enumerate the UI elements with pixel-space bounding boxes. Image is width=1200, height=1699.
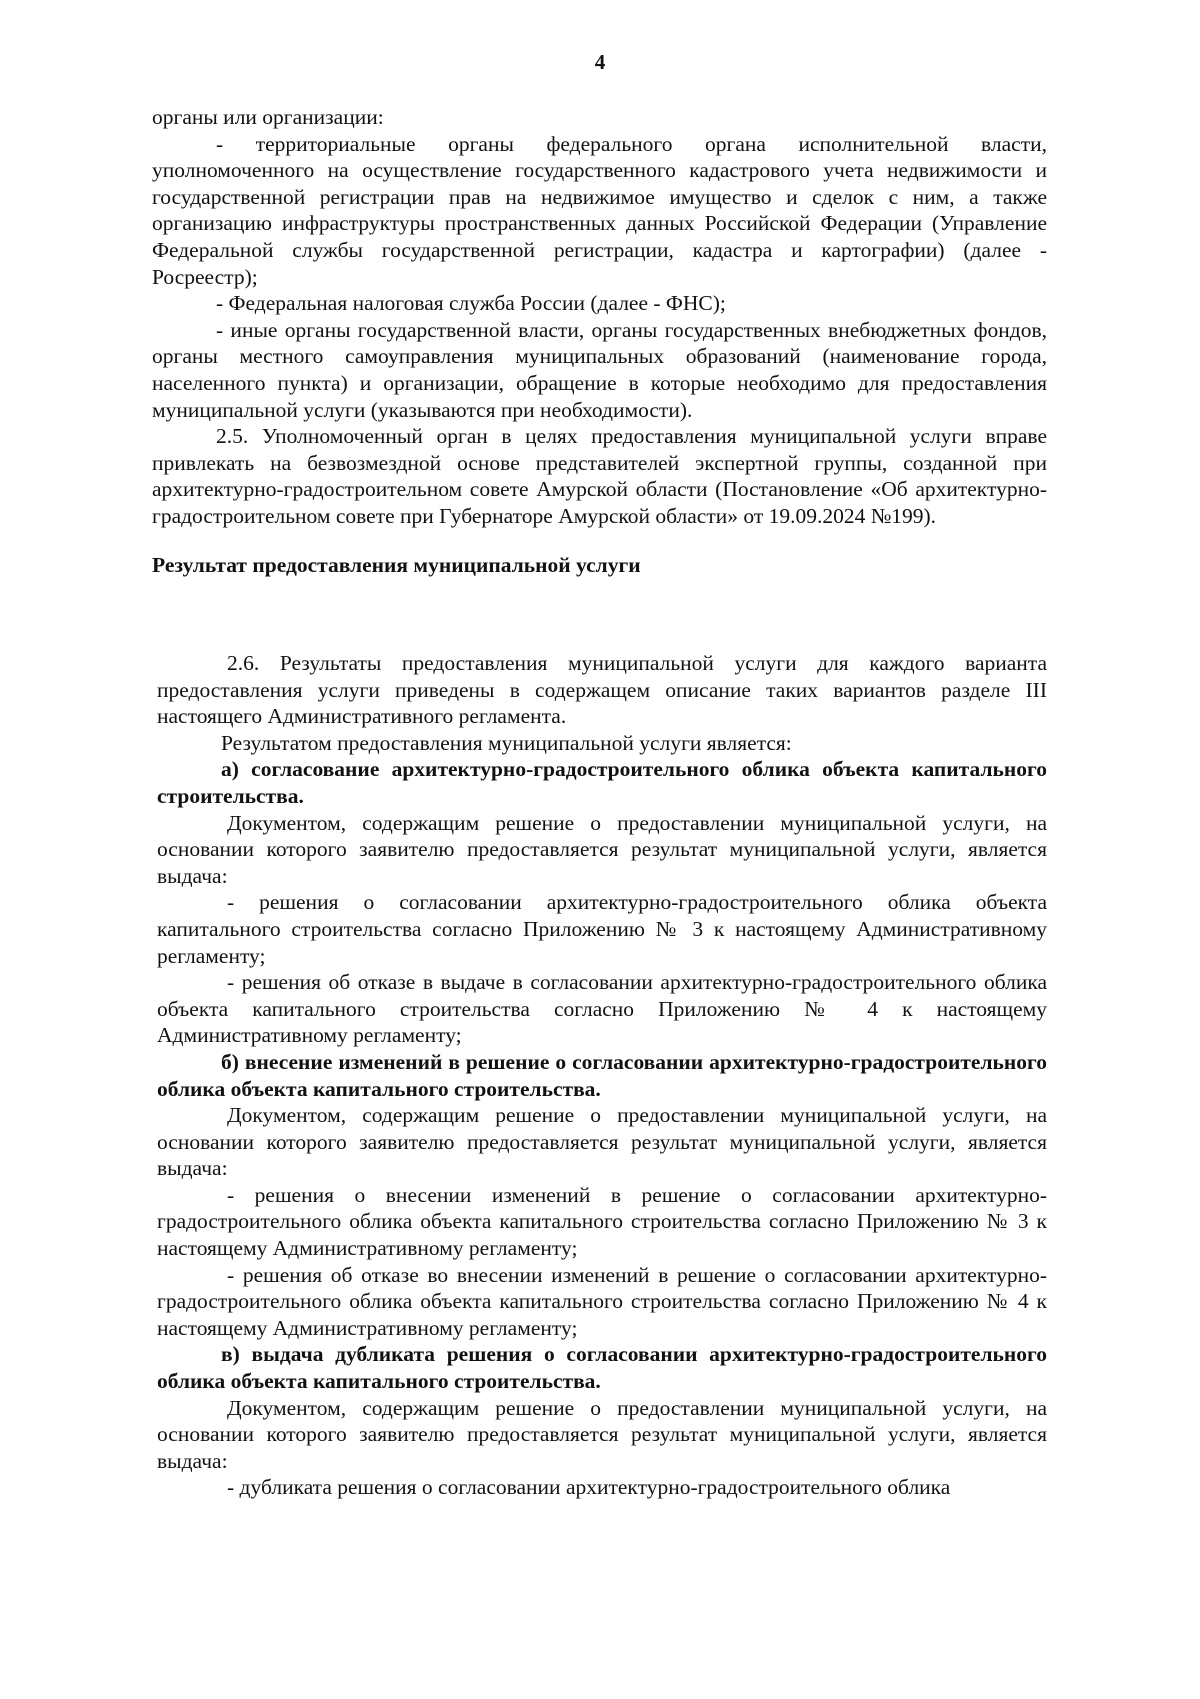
organ-item-other: - иные органы государственной власти, органы государственных внебюджетных фондов, органы местного самоуправления муниципальных образований (наименование города, населенного пункта) и организации, обращение в которые необходимо для предоставления муниципальной услуги (указываются при необходимости). bbox=[152, 317, 1047, 422]
option-b-title: б) внесение изменений в решение о согласовании архитектурно-градостроительного облика объекта капитального строительства. bbox=[157, 1049, 1047, 1101]
option-a-title: а) согласование архитектурно-градостроительного облика объекта капитального строительства. bbox=[157, 757, 1047, 808]
organ-item-rosreestr: - территориальные органы федерального органа исполнительной власти, уполномоченного на осуществление государственного кадастрового учета недвижимости и государственной регистрации прав на недвижимое имущество и сделок с ним, а также организацию инфраструктуры пространственных данных Российской Федерации (Управление Федеральной службы государственной регистрации, кадастра и картографии) (далее - Росреестр); bbox=[152, 131, 1047, 289]
organ-item-fns: - Федеральная налоговая служба России (далее - ФНС); bbox=[216, 291, 726, 316]
section-heading-result: Результат предоставления муниципальной услуги bbox=[152, 552, 641, 577]
option-a-document-text: Документом, содержащим решение о предоставлении муниципальной услуги, на основании которого заявителю предоставляется результат муниципальной услуги, является выдача: bbox=[157, 810, 1047, 888]
option-b-item-change: - решения о внесении изменений в решение о согласовании архитектурно-градостроительного облика объекта капитального строительства согласно Приложению № 3 к настоящему Административному регламенту; bbox=[157, 1182, 1047, 1261]
page-number: 4 bbox=[594, 50, 606, 74]
option-c-item-duplicate: - дубликата решения о согласовании архитектурно-градостроительного облика bbox=[227, 1475, 951, 1500]
option-a-item-approval: - решения о согласовании архитектурно-градостроительного облика объекта капитального строительства согласно Приложению № 3 к настоящему Административному регламенту; bbox=[157, 890, 1047, 968]
option-a-item-refusal: - решения об отказе в выдаче в согласовании архитектурно-градостроительного облика объекта капитального строительства согласно Приложению № 4 к настоящему Административному регламенту; bbox=[157, 970, 1047, 1048]
clause-2-6: 2.6. Результаты предоставления муниципальной услуги для каждого варианта предоставления услуги приведены в содержащем описание таких вариантов разделе III настоящего Административного регламента. bbox=[157, 651, 1047, 729]
option-c-document-text: Документом, содержащим решение о предоставлении муниципальной услуги, на основании которого заявителю предоставляется результат муниципальной услуги, является выдача: bbox=[157, 1395, 1047, 1473]
document-body-bottom bbox=[157, 650, 1047, 1501]
option-b-item-refusal: - решения об отказе во внесении изменений в решение о согласовании архитектурно-градостроительного облика объекта капитального строительства согласно Приложению № 4 к настоящему Административному регламенту; bbox=[157, 1262, 1047, 1340]
document-body-top bbox=[152, 104, 1047, 578]
result-intro: Результатом предоставления муниципальной услуги является: bbox=[221, 730, 792, 755]
option-b-document-text: Документом, содержащим решение о предоставлении муниципальной услуги, на основании которого заявителю предоставляется результат муниципальной услуги, является выдача: bbox=[157, 1103, 1047, 1181]
clause-2-5: 2.5. Уполномоченный орган в целях предоставления муниципальной услуги вправе привлекать на безвозмездной основе представителей экспертной группы, созданной при архитектурно-градостроительном совете Амурской области (Постановление «Об архитектурно-градостроительном совете при Губернаторе Амурской области» от 19.09.2024 №199). bbox=[152, 424, 1047, 528]
organs-intro: органы или организации: bbox=[152, 105, 384, 129]
option-c-title: в) выдача дубликата решения о согласовании архитектурно-градостроительного облика объекта капитального строительства. bbox=[157, 1342, 1047, 1394]
